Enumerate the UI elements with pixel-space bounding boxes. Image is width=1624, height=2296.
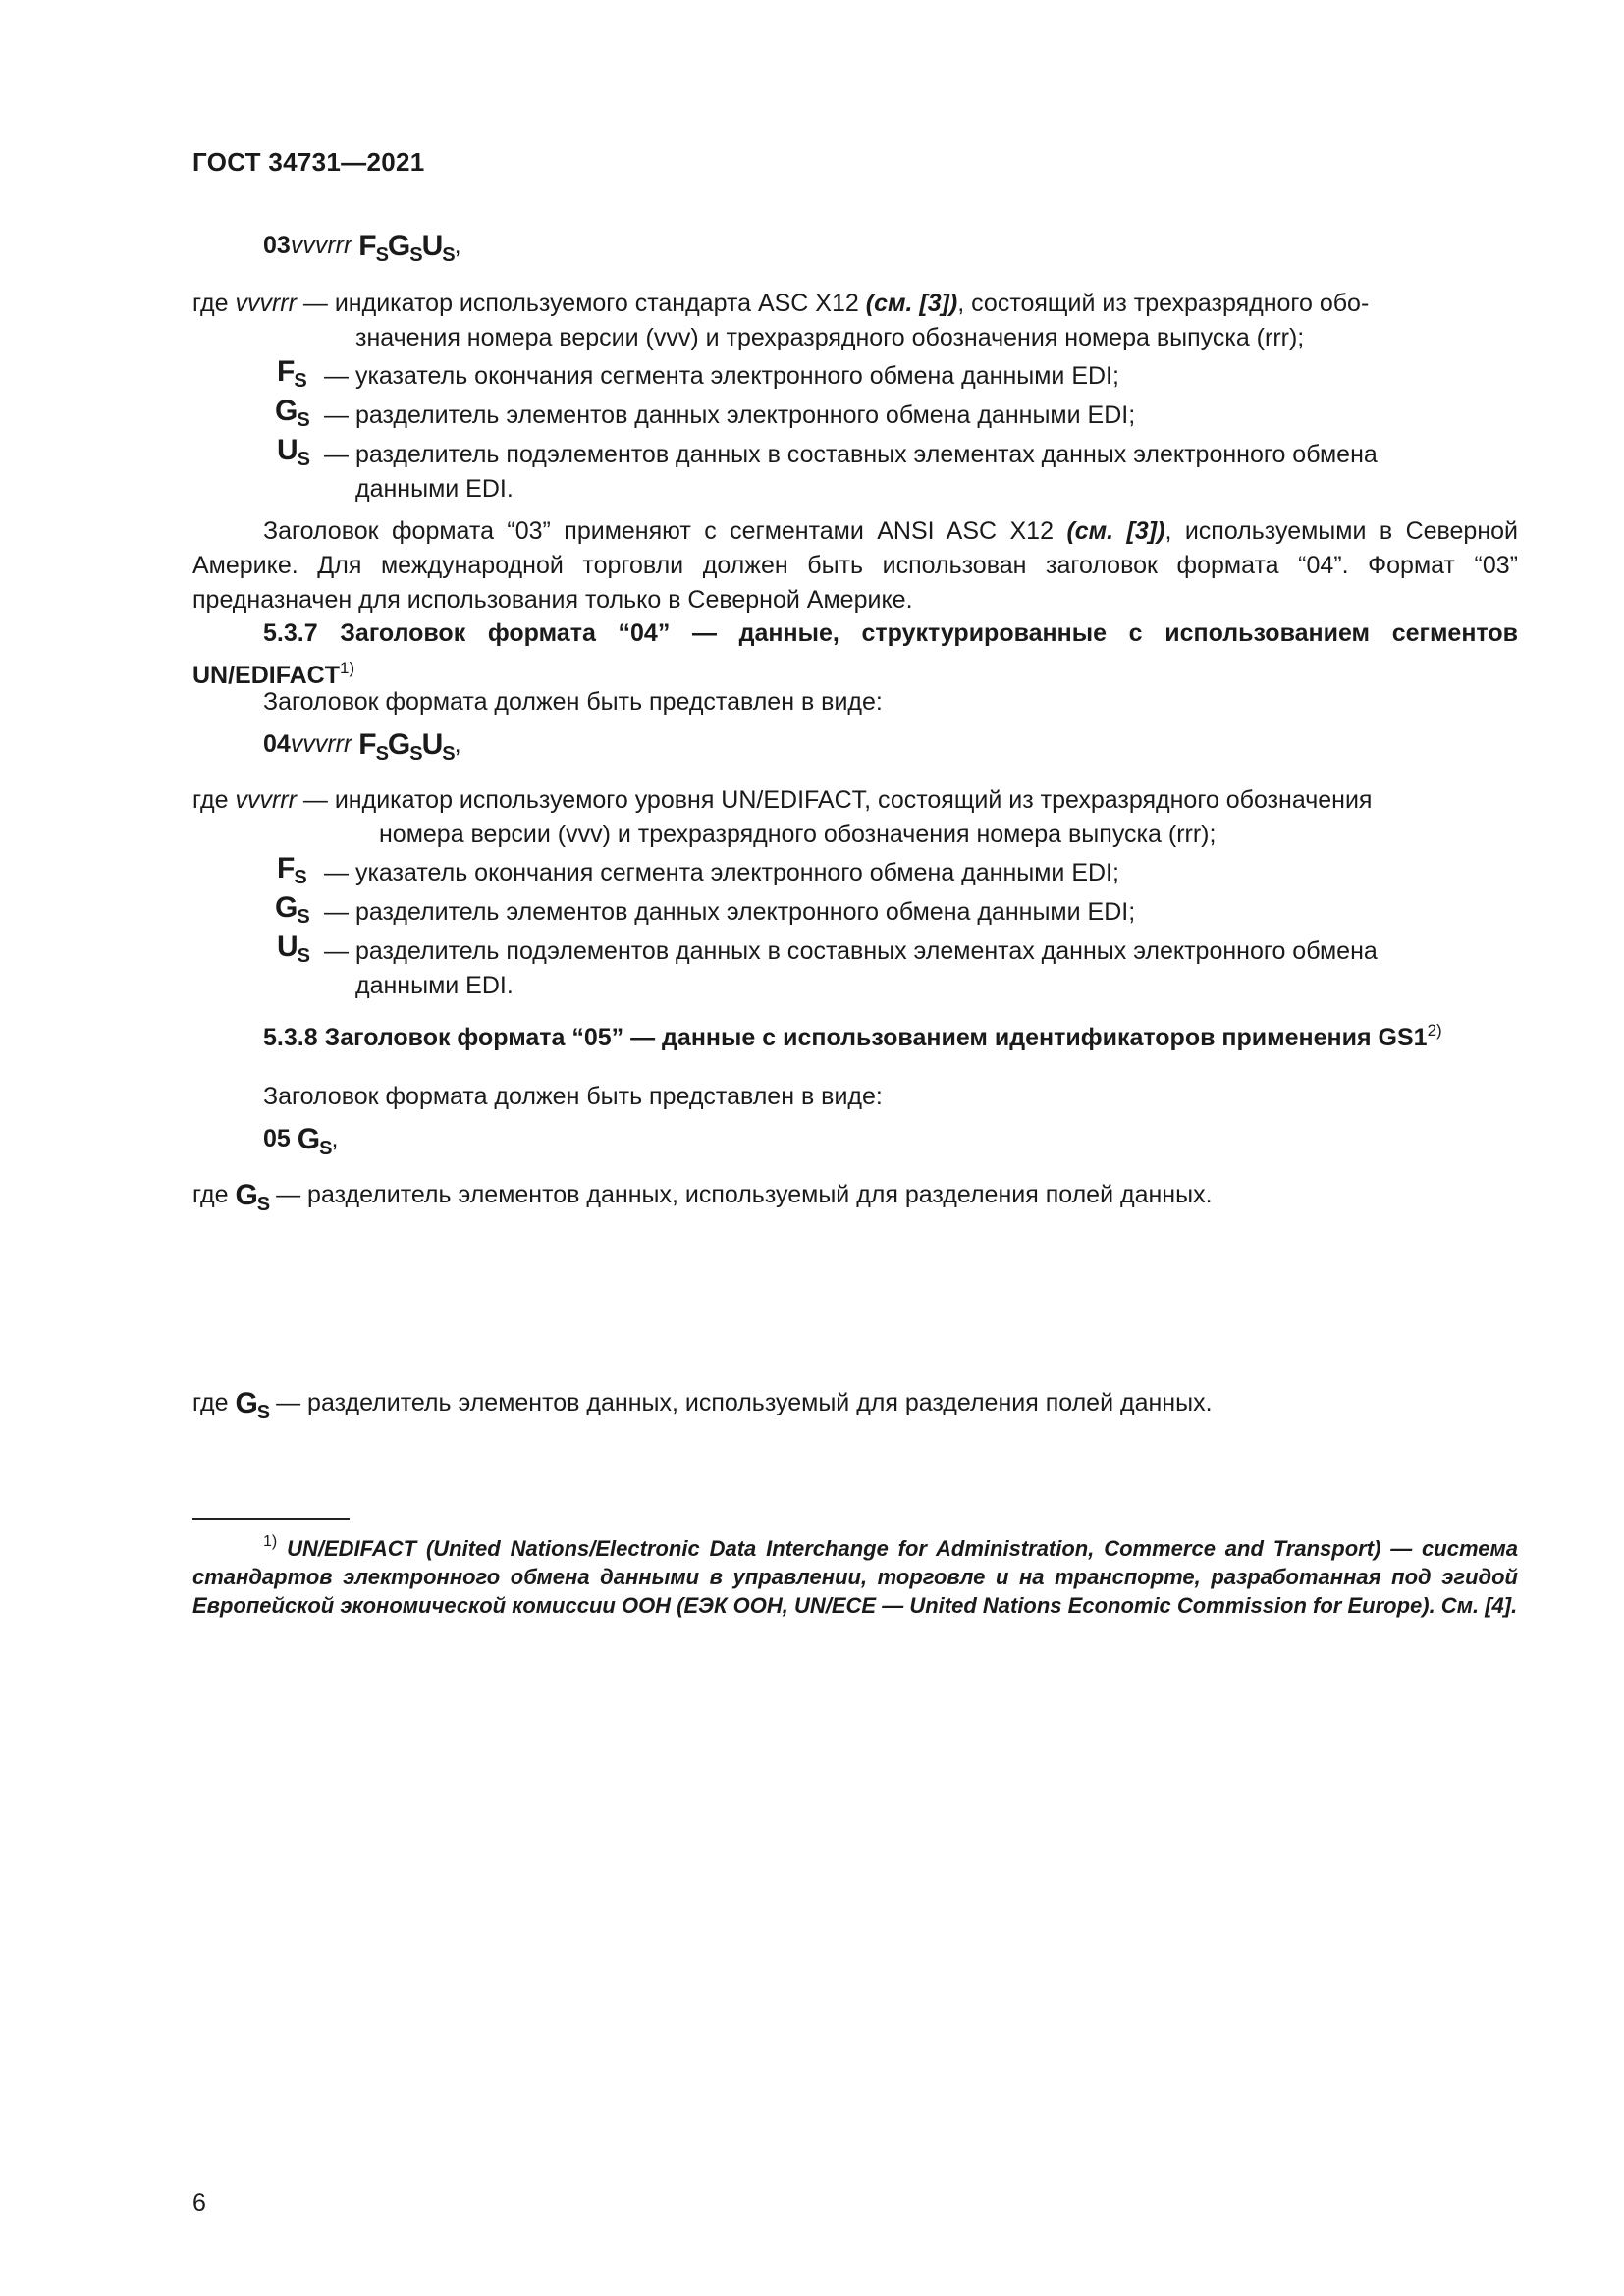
definition-vvvrrr-2: где vvvrrr — индикатор используемого уровня UN/EDIFACT, состоящий из трехразрядного обозначения: [192, 786, 1373, 814]
fs-symbol-icon: $F_S$: [358, 230, 388, 266]
definition-vvvrrr: [192, 287, 1518, 321]
gs-symbol-icon: $G_S$: [387, 728, 422, 765]
us-symbol-icon: $U_S$: [421, 728, 455, 765]
fs-symbol-icon: $F_S$: [277, 355, 306, 392]
where-label: где: [192, 290, 229, 317]
paragraph-intro: Заголовок формата должен быть представлен в виде:: [263, 688, 883, 716]
formula-05: 05 $G_S$,: [263, 1123, 339, 1159]
fs-symbol-icon: $F_S$: [277, 852, 306, 888]
gs-symbol-icon: $G_S$: [297, 1123, 332, 1159]
gs-symbol-icon: $G_S$: [235, 1387, 270, 1423]
paragraph-format-03: Заголовок формата “03” применяют с сегментами ANSI ASC X12 (см. [3]), используемыми в Северной Америке. Для международной торговли должен быть использован заголовок формата “04”. Формат “03” предназначен для использования только в Северной Америке.: [192, 517, 1519, 614]
formula-variable: vvvrrr: [290, 232, 352, 259]
us-symbol-icon: $U_S$: [277, 931, 310, 967]
definition-text: индикатор используемого стандарта ASC X12: [334, 290, 866, 317]
page-number: 6: [192, 2189, 206, 2216]
document-page: ГОСТ 34731—2021 03vvvrrr $F_SG_SU_S$, где vvvrrr — индикатор используемого стандарта ASC X12 (см. [3]), состоящий из трехразрядного обо- значения номера версии (vvv) и трехразрядного обозначения номера выпуска (rrr); $F_S$ — указатель окончания сегмента электронного обмена данными EDI; $G_S$ — разделитель элементов данных электронного обмена данными EDI; $U_S$ — разделитель подэлементов данных в составных элементах данных электронного обмена данными EDI. Заголовок формата “03” применяют с сегментами ANSI ASC X12 (см. [3]), используемыми в Северной Америке. Для международной торговли должен быть использован заголовок формата “04”. Формат “03” предназначен для использования только в Северной Америке. 5.3.7 Заголовок формата “04” — данные, структурированные с использованием сегментов UN/EDIFACT$^{1)}$ Заголовок формата должен быть представлен в виде: 04vvvrrr $F_SG_SU_S$, где vvvrrr — индикатор используемого уровня UN/EDIFACT, состоящий из трехразрядного обозначения номера версии (vvv) и трехразрядного обозначения номера выпуска (rrr); $F_S$ — указатель окончания сегмента электронного обмена данными EDI; $G_S$ — разделитель элементов данных электронного обмена данными EDI; $U_S$ — разделитель подэлементов данных в составных элементах данных электронного обмена данными EDI. 5.3.8 Заголовок формата “05” — данные с использованием идентификаторов применения GS1$^{2)}$ Заголовок формата должен быть представлен в виде: 05 $G_S$, где $G_S$ — разделитель элементов данных, используемый для разделения полей данных. где $G_S$ — разделитель элементов данных, используемый для разделения полей данных. $^{1)}$ UN/EDIFACT (United Nations/Electronic Data Interchange for Administration, Commerce and Transport) — система стандартов электронного обмена данными в управлении, торговле и на транспорте, разработанная под эгидой Европейской экономической комиссии ООН (ЕЭК ООН, UN/ECE — United Nations Economic Commission for Europe). См. [4]. 6: [192, 147, 1519, 2216]
definition-vvvrrr-2-line2: номера версии (vvv) и трехразрядного обозначения номера выпуска (rrr);: [379, 821, 1217, 848]
fs-symbol-icon: $F_S$: [358, 728, 388, 765]
gs-symbol-icon: $G_S$: [275, 891, 309, 928]
definition-text: — разделитель элементов данных электронного обмена данными EDI;: [324, 401, 1136, 429]
gs-symbol-icon: $G_S$: [387, 230, 422, 266]
definition-text: — разделитель подэлементов данных в составных элементах данных электронного обмена: [324, 441, 1378, 468]
footnote-1: $^{1)}$ UN/EDIFACT (United Nations/Electronic Data Interchange for Administration, Commerce and Transport) — система стандартов электронного обмена данными в управлении, торговле и на транспорте, разработанная под эгидой Европейской экономической комиссии ООН (ЕЭК ООН, UN/ECE — United Nations Economic Commission for Europe). См. [4].: [192, 1533, 1518, 1618]
definition-text: — указатель окончания сегмента электронного обмена данными EDI;: [324, 362, 1119, 390]
document-header: ГОСТ 34731—2021: [192, 147, 425, 177]
us-symbol-icon: $U_S$: [277, 434, 310, 470]
formula-03: [263, 232, 461, 265]
definition-term: vvvrrr: [235, 290, 297, 317]
paragraph-intro: Заголовок формата должен быть представлен в виде:: [263, 1083, 883, 1110]
definition-gs-4: где $G_S$ — разделитель элементов данных, используемый для разделения полей данных.: [192, 1387, 1213, 1423]
formula-04: 04vvvrrr $F_SG_SU_S$,: [263, 728, 461, 765]
reference-link: (см. [3]): [865, 290, 958, 317]
definition-dash: —: [302, 290, 328, 317]
section-heading-5-3-8: 5.3.8 Заголовок формата “05” — данные с использованием идентификаторов применения GS1$^{2)}$: [263, 1021, 1442, 1051]
us-symbol-icon: $U_S$: [421, 230, 455, 266]
definition-text-cont: , состоящий из трехразрядного обо-: [957, 290, 1370, 317]
footnote-mark: 1): [263, 1533, 278, 1550]
gs-symbol-icon: $G_S$: [275, 395, 309, 431]
footnote-ref: 2): [1427, 1021, 1442, 1040]
section-heading-5-3-7: 5.3.7 Заголовок формата “04” — данные, структурированные с использованием сегментов UN/EDIFACT$^{1)}$: [192, 619, 1518, 689]
definition-vvvrrr-line2: значения номера версии (vvv) и трехразрядного обозначения номера выпуска (rrr);: [355, 324, 1305, 351]
footnote-ref: 1): [340, 659, 355, 677]
gs-symbol-icon: $G_S$: [235, 1179, 270, 1215]
formula-prefix: 03: [263, 232, 291, 259]
formula-comma: ,: [454, 232, 461, 259]
footnote-separator: [192, 1518, 350, 1520]
definition-us-2-line2: данными EDI.: [355, 972, 514, 999]
definition-us-line2: данными EDI.: [355, 475, 514, 503]
reference-link: (см. [3]): [1066, 517, 1165, 545]
definition-gs-3: где $G_S$ — разделитель элементов данных, используемый для разделения полей данных.: [192, 1179, 1213, 1215]
